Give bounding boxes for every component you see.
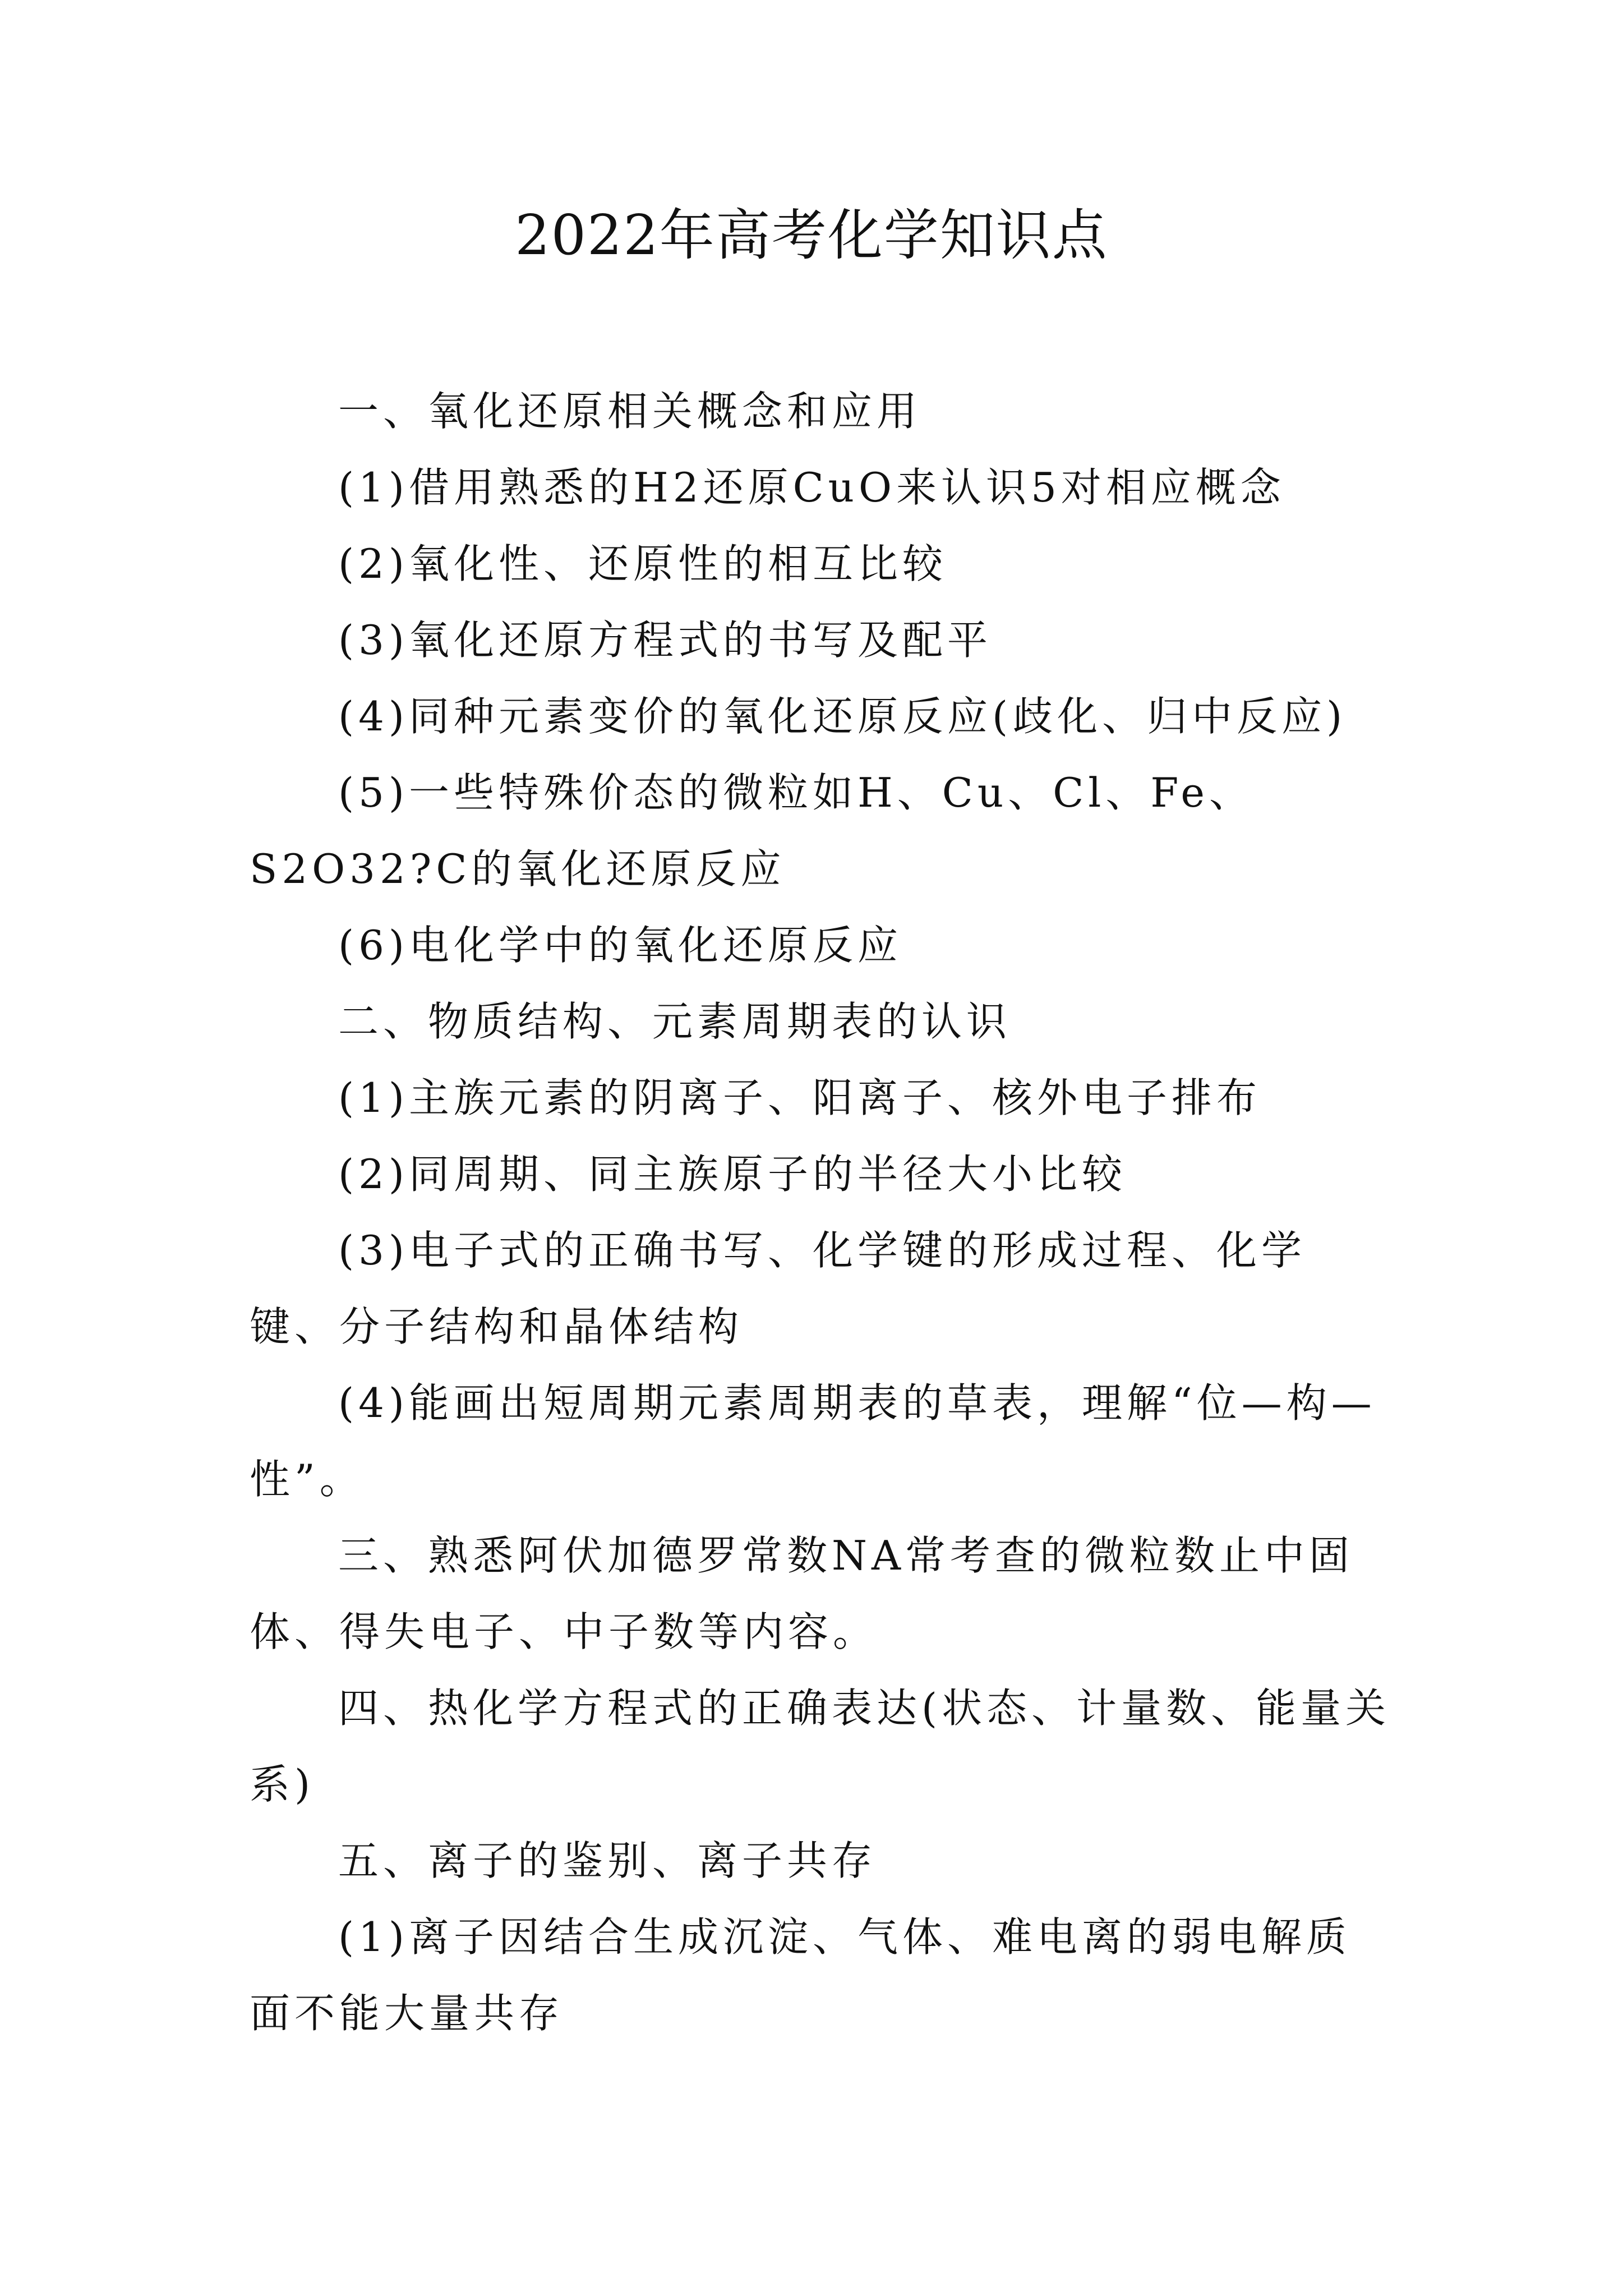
document-title: 2022年高考化学知识点 [515, 204, 1108, 268]
paragraph: 四、热化学方程式的正确表达(状态、计量数、能量关系) [250, 1685, 1391, 1808]
paragraph: (4)同种元素变价的氧化还原反应(歧化、归中反应) [338, 693, 1347, 740]
paragraph: 一、氧化还原相关概念和应用 [338, 388, 922, 435]
paragraph: (5)一些特殊价态的微粒如H、Cu、Cl、Fe、S2O32?C的氧化还原反应 [250, 769, 1254, 892]
paragraph: (4)能画出短周期元素周期表的草表，理解“位—构—性”。 [250, 1379, 1376, 1503]
paragraph: (1)主族元素的阴离子、阳离子、核外电子排布 [338, 1074, 1261, 1121]
paragraph: (1)借用熟悉的H2还原CuO来认识5对相应概念 [338, 464, 1285, 511]
paragraph: (3)电子式的正确书写、化学键的形成过程、化学键、分子结构和晶体结构 [250, 1227, 1306, 1350]
document-body [250, 373, 1394, 2051]
paragraph: (2)氧化性、还原性的相互比较 [338, 540, 947, 587]
paragraph: (1)离子因结合生成沉淀、气体、难电离的弱电解质面不能大量共存 [250, 1913, 1351, 2037]
paragraph: 二、物质结构、元素周期表的认识 [338, 998, 1012, 1045]
paragraph: (6)电化学中的氧化还原反应 [338, 922, 902, 969]
paragraph: (3)氧化还原方程式的书写及配平 [338, 616, 992, 664]
paragraph: 三、熟悉阿伏加德罗常数NA常考查的微粒数止中固体、得失电子、中子数等内容。 [250, 1532, 1354, 1655]
paragraph: 五、离子的鉴别、离子共存 [338, 1837, 877, 1884]
paragraph: (2)同周期、同主族原子的半径大小比较 [338, 1151, 1127, 1198]
